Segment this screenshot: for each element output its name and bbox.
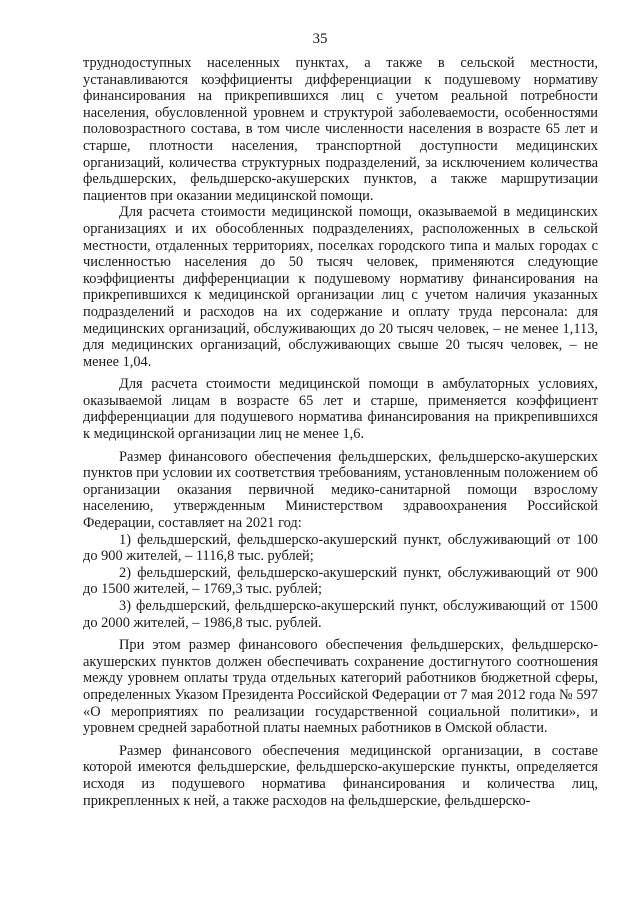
paragraph-salary-ratio: При этом размер финансового обеспечения фельдшерских, фельдшерско-акушерских пунктов должен обеспечивать сохранение достигнутого соотношения между уровнем оплаты труда отдельных категорий работников бюджетной сферы, определенных Указом Президента Российской Федерации от 7 мая 2012 года № 597 «О мероприятиях по реализации государственной социальной политики», и уровнем средней заработной платы наемных работников в Омской области. [83,637,598,737]
paragraph-continuation: труднодоступных населенных пунктах, а также в сельской местности, устанавливаются коэффициенты дифференциации к подушевому нормативу финансирования на прикрепившихся лиц с учетом реальной потребности населения, обусловленной уровнем и структурой заболеваемости, особенностями половозрастного состава, в том числе численности населения в возрасте 65 лет и старше, плотности населения, транспортной доступности медицинских организаций, количества структурных подразделений, за исключением количества фельдшерских, фельдшерско-акушерских пунктов, а также маршрутизации пациентов при оказании медицинской помощи. [83,55,598,204]
list-item-fap-3: 3) фельдшерский, фельдшерско-акушерский пункт, обслуживающий от 1500 до 2000 жителей, – 1986,8 тыс. рублей. [83,598,598,631]
document-body [83,55,598,809]
page-number: 35 [312,31,328,47]
list-item-fap-2: 2) фельдшерский, фельдшерско-акушерский пункт, обслуживающий от 900 до 1500 жителей, – 1769,3 тыс. рублей; [83,564,598,598]
paragraph-elderly-coefficient: Для расчета стоимости медицинской помощи в амбулаторных условиях, оказываемой лицам в возрасте 65 лет и старше, применяется коэффициент дифференциации для подушевого норматива финансирования на прикрепившихся к медицинской организации лиц не менее 1,6. [83,376,598,443]
paragraph-rural-coefficients: Для расчета стоимости медицинской помощи, оказываемой в медицинских организациях и их обособленных подразделениях, расположенных в сельской местности, отдаленных территориях, поселках городского типа и малых городах с численностью населения до 50 тысяч человек, применяются следующие коэффициенты дифференциации к подушевому нормативу финансирования на прикрепившихся к медицинской организации лиц с учетом наличия указанных подразделений и расходов на их содержание и оплату труда персонала: для медицинских организаций, обслуживающих до 20 тысяч человек, – не менее 1,113, для медицинских организаций, обслуживающих свыше 20 тысяч человек, – не менее 1,04. [83,204,598,370]
paragraph-organization-funding: Размер финансового обеспечения медицинской организации, в составе которой имеются фельдшерские, фельдшерско-акушерские пункты, определяется исходя из подушевого норматива финансирования и количества лиц, прикрепленных к ней, а также расходов на фельдшерские, фельдшерско- [83,742,598,809]
paragraph-fap-funding: Размер финансового обеспечения фельдшерских, фельдшерско-акушерских пунктов при условии их соответствия требованиям, установленным положением об организации оказания первичной медико-санитарной помощи взрослому населению, утвержденным Министерством здравоохранения Российской Федерации, составляет на 2021 год: [83,448,598,532]
list-item-fap-1: 1) фельдшерский, фельдшерско-акушерский пункт, обслуживающий от 100 до 900 жителей, – 1116,8 тыс. рублей; [83,531,598,565]
